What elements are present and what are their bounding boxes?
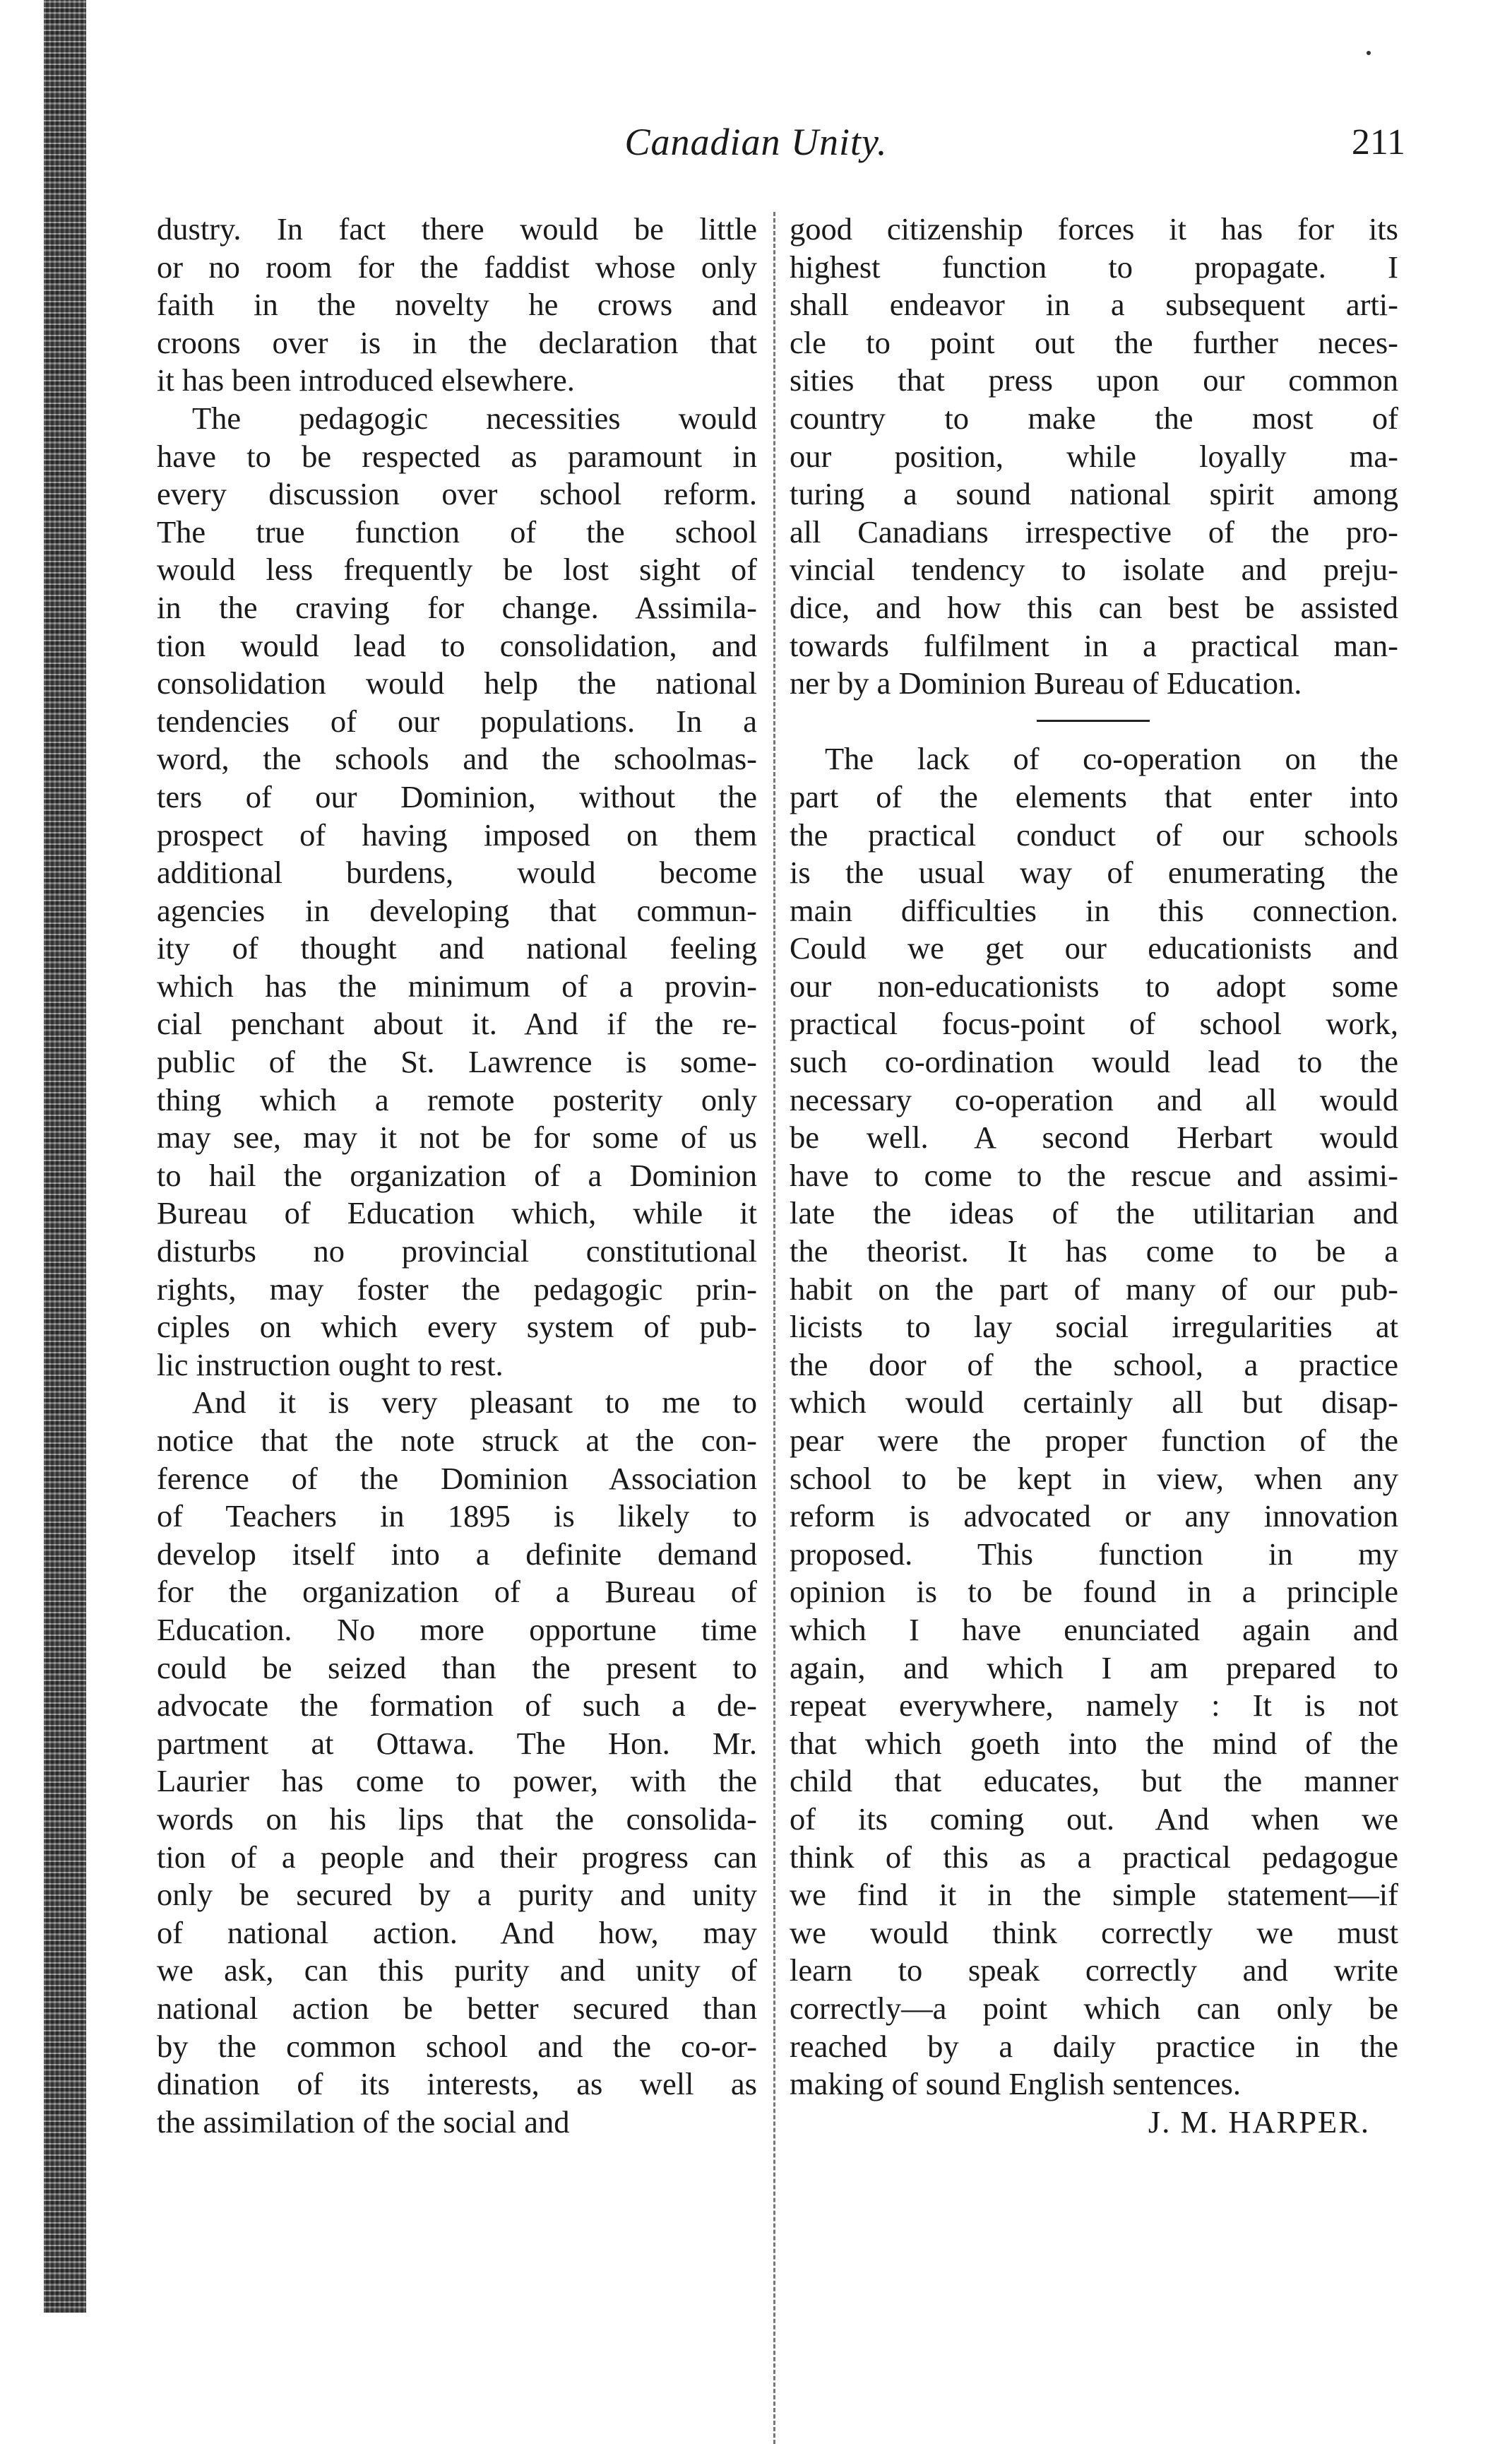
right-column: [790, 210, 1398, 2141]
text-line: And it is very pleasant to me to: [192, 1384, 757, 1420]
page-number: 211: [1351, 122, 1405, 162]
text-line: think of this as a practical pedagogue: [790, 1839, 1398, 1875]
left-column: [157, 210, 757, 2141]
text-line: shall endeavor in a subsequent arti-: [790, 287, 1398, 323]
text-line: such co-ordination would lead to the: [790, 1044, 1398, 1080]
text-line: late the ideas of the utilitarian and: [790, 1195, 1398, 1231]
text-line: may see, may it not be for some of us: [157, 1120, 757, 1156]
text-line: all Canadians irrespective of the pro-: [790, 514, 1398, 550]
text-line: in the craving for change. Assimila-: [157, 589, 757, 625]
text-line: highest function to propagate. I: [790, 249, 1398, 285]
text-line: which I have enunciated again and: [790, 1611, 1398, 1647]
text-line: habit on the part of many of our pub-: [790, 1271, 1398, 1307]
text-line: main difficulties in this connection.: [790, 892, 1398, 928]
text-line: we would think correctly we must: [790, 1914, 1398, 1950]
text-line: agencies in developing that commun-: [157, 892, 757, 928]
text-line: turing a sound national spirit among: [790, 476, 1398, 512]
text-line: consolidation would help the national: [157, 665, 757, 701]
text-line: is the usual way of enumerating the: [790, 855, 1398, 891]
text-line: we ask, can this purity and unity of: [157, 1952, 757, 1988]
text-line: Bureau of Education which, while it: [157, 1195, 757, 1231]
text-line: which has the minimum of a provin-: [157, 968, 757, 1004]
text-line: reform is advocated or any innovation: [790, 1498, 1398, 1534]
text-line: only be secured by a purity and unity: [157, 1877, 757, 1913]
text-line: for the organization of a Bureau of: [157, 1574, 757, 1610]
text-line: The pedagogic necessities would: [192, 400, 757, 436]
text-line: prospect of having imposed on them: [157, 817, 757, 853]
text-line: learn to speak correctly and write: [790, 1952, 1398, 1988]
text-line: ner by a Dominion Bureau of Education.: [790, 665, 1302, 701]
text-line: partment at Ottawa. The Hon. Mr.: [157, 1725, 757, 1761]
text-line: we find it in the simple statement—if: [790, 1877, 1398, 1913]
text-line: repeat everywhere, namely : It is not: [790, 1687, 1398, 1724]
text-line: Could we get our educationists and: [790, 930, 1398, 966]
text-line: it has been introduced elsewhere.: [157, 362, 575, 398]
author-signature: J. M. HARPER.: [1148, 2104, 1370, 2140]
text-line: vincial tendency to isolate and preju-: [790, 552, 1398, 588]
text-line: cle to point out the further neces-: [790, 324, 1398, 360]
text-line: reached by a daily practice in the: [790, 2028, 1398, 2064]
text-line: every discussion over school reform.: [157, 476, 757, 512]
text-line: by the common school and the co-or-: [157, 2028, 757, 2064]
text-line: making of sound English sentences.: [790, 2066, 1241, 2102]
text-line: The true function of the school: [157, 514, 757, 550]
text-line: sities that press upon our common: [790, 362, 1398, 398]
text-line: the theorist. It has come to be a: [790, 1233, 1398, 1269]
text-line: ity of thought and national feeling: [157, 930, 757, 966]
text-line: of national action. And how, may: [157, 1914, 757, 1950]
text-line: rights, may foster the pedagogic prin-: [157, 1271, 757, 1307]
text-line: dination of its interests, as well as: [157, 2066, 757, 2102]
book-binding-edge: [44, 0, 86, 2313]
text-line: word, the schools and the schoolmas-: [157, 741, 757, 777]
text-line: or no room for the faddist whose only: [157, 249, 757, 285]
text-line: correctly—a point which can only be: [790, 1990, 1398, 2026]
text-line: proposed. This function in my: [790, 1536, 1398, 1572]
text-line: the door of the school, a practice: [790, 1346, 1398, 1382]
speck: [1367, 51, 1371, 55]
section-rule: [790, 703, 1398, 741]
text-line: public of the St. Lawrence is some-: [157, 1044, 757, 1080]
text-line: ference of the Dominion Association: [157, 1460, 757, 1496]
text-line: have to come to the rescue and assimi-: [790, 1157, 1398, 1193]
text-line: be well. A second Herbart would: [790, 1120, 1398, 1156]
text-line: faith in the novelty he crows and: [157, 287, 757, 323]
text-line: tendencies of our populations. In a: [157, 703, 757, 739]
text-line: croons over is in the declaration that: [157, 324, 757, 360]
text-line: Laurier has come to power, with the: [157, 1763, 757, 1799]
text-line: dice, and how this can best be assisted: [790, 589, 1398, 625]
text-line: words on his lips that the consolida-: [157, 1801, 757, 1837]
text-line: advocate the formation of such a de-: [157, 1687, 757, 1724]
text-line: again, and which I am prepared to: [790, 1649, 1398, 1685]
text-line: necessary co-operation and all would: [790, 1081, 1398, 1117]
text-line: good citizenship forces it has for its: [790, 211, 1398, 247]
text-line: licists to lay social irregularities at: [790, 1309, 1398, 1345]
text-line: notice that the note struck at the con-: [157, 1423, 757, 1458]
text-line: ters of our Dominion, without the: [157, 778, 757, 814]
text-line: dustry. In fact there would be little: [157, 211, 757, 247]
text-line: Education. No more opportune time: [157, 1611, 757, 1647]
text-line: cial penchant about it. And if the re-: [157, 1006, 757, 1042]
text-line: part of the elements that enter into: [790, 778, 1398, 814]
running-title: Canadian Unity.: [624, 121, 888, 163]
text-line: to hail the organization of a Dominion: [157, 1157, 757, 1193]
text-line: the practical conduct of our schools: [790, 817, 1398, 853]
text-line: thing which a remote posterity only: [157, 1081, 757, 1117]
text-line: school to be kept in view, when any: [790, 1460, 1398, 1496]
text-line: would less frequently be lost sight of: [157, 552, 757, 588]
column-divider: [773, 212, 775, 2444]
text-line: ciples on which every system of pub-: [157, 1309, 757, 1345]
text-line: practical focus-point of school work,: [790, 1006, 1398, 1042]
text-line: towards fulfilment in a practical man-: [790, 627, 1398, 663]
text-line: develop itself into a definite demand: [157, 1536, 757, 1572]
text-line: country to make the most of: [790, 400, 1398, 436]
text-line: could be seized than the present to: [157, 1649, 757, 1685]
text-line: lic instruction ought to rest.: [157, 1346, 504, 1382]
text-line: national action be better secured than: [157, 1990, 757, 2026]
text-line: disturbs no provincial constitutional: [157, 1233, 757, 1269]
text-line: pear were the proper function of the: [790, 1423, 1398, 1458]
text-line: opinion is to be found in a principle: [790, 1574, 1398, 1610]
text-line: of its coming out. And when we: [790, 1801, 1398, 1837]
text-line: the assimilation of the social and: [157, 2104, 570, 2140]
text-line: our position, while loyally ma-: [790, 438, 1398, 474]
text-line: The lack of co-operation on the: [825, 741, 1398, 777]
text-line: that which goeth into the mind of the: [790, 1725, 1398, 1761]
text-line: child that educates, but the manner: [790, 1763, 1398, 1799]
text-line: which would certainly all but disap-: [790, 1384, 1398, 1420]
text-line: additional burdens, would become: [157, 855, 757, 891]
text-line: have to be respected as paramount in: [157, 438, 757, 474]
text-line: of Teachers in 1895 is likely to: [157, 1498, 757, 1534]
text-line: our non-educationists to adopt some: [790, 968, 1398, 1004]
text-line: tion of a people and their progress can: [157, 1839, 757, 1875]
text-line: tion would lead to consolidation, and: [157, 627, 757, 663]
